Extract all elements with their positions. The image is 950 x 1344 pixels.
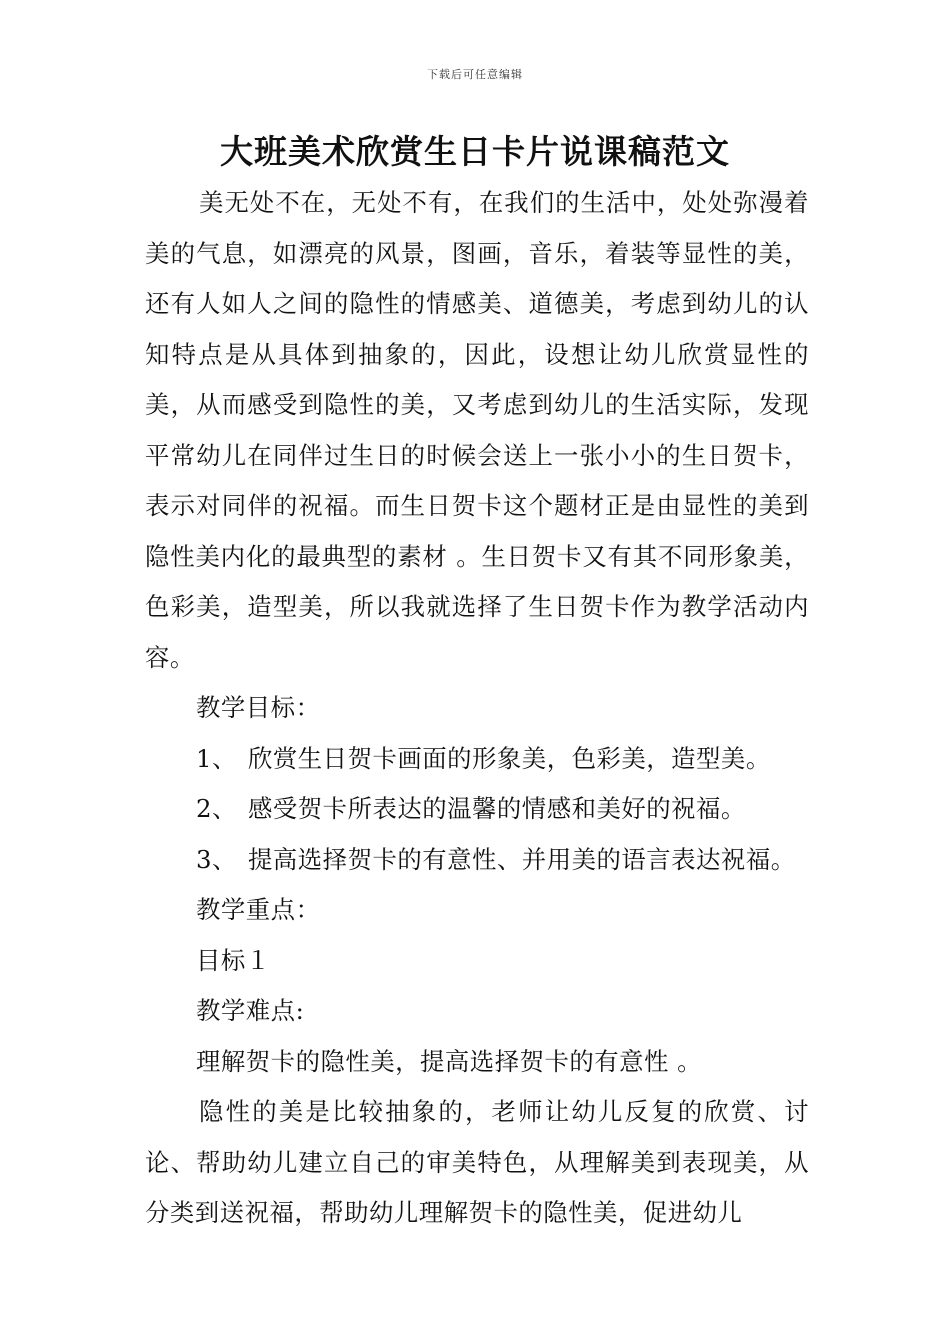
goal-number: 1、 — [196, 743, 237, 773]
document-body — [145, 178, 809, 1239]
goal-text: 提高选择贺卡的有意性、并用美的语言表达祝福。 — [248, 844, 796, 874]
intro-paragraph: 美无处不在，无处不有，在我们的生活中，处处弥漫着美的气息，如漂亮的风景，图画，音乐，着装等显性的美，还有人如人之间的隐性的情感美、道德美，考虑到幼儿的认知特点是从具体到抽象的，因此，设想让幼儿欣赏显性的美，从而感受到隐性的美，又考虑到幼儿的生活实际，发现平常幼儿在同伴过生日的时候会送上一张小小的生日贺卡，表示对同伴的祝福。而生日贺卡这个题材正是由显性的美到隐性美内化的最典型的素材 。生日贺卡又有其不同形象美，色彩美，造型美，所以我就选择了生日贺卡作为教学活动内容。 — [145, 188, 809, 672]
difficulty-heading: 教学难点: — [196, 996, 305, 1025]
goal-item — [145, 734, 809, 785]
goal-text: 感受贺卡所表达的温馨的情感和美好的祝福。 — [248, 794, 746, 823]
key-text: 目标１ — [196, 945, 271, 975]
goal-item — [145, 835, 809, 886]
difficulty-text: 理解贺卡的隐性美，提高选择贺卡的有意性 。 — [196, 1046, 703, 1076]
closing-paragraph: 隐性的美是比较抽象的，老师让幼儿反复的欣赏、讨论、帮助幼儿建立自己的审美特色，从理解美到表现美，从分类到送祝福，帮助幼儿理解贺卡的隐性美，促进幼儿 — [145, 1097, 809, 1227]
document-title: 大班美术欣赏生日卡片说课稿范文 — [220, 132, 730, 171]
goal-text: 欣赏生日贺卡画面的形象美，色彩美，造型美。 — [248, 743, 771, 773]
goal-number: 3、 — [196, 844, 237, 874]
header-note: 下载后可任意编辑 — [427, 68, 523, 81]
goal-number: 2、 — [196, 794, 237, 823]
goals-heading: 教学目标： — [196, 693, 321, 722]
goal-item — [145, 784, 809, 835]
key-heading: 教学重点： — [196, 895, 321, 924]
